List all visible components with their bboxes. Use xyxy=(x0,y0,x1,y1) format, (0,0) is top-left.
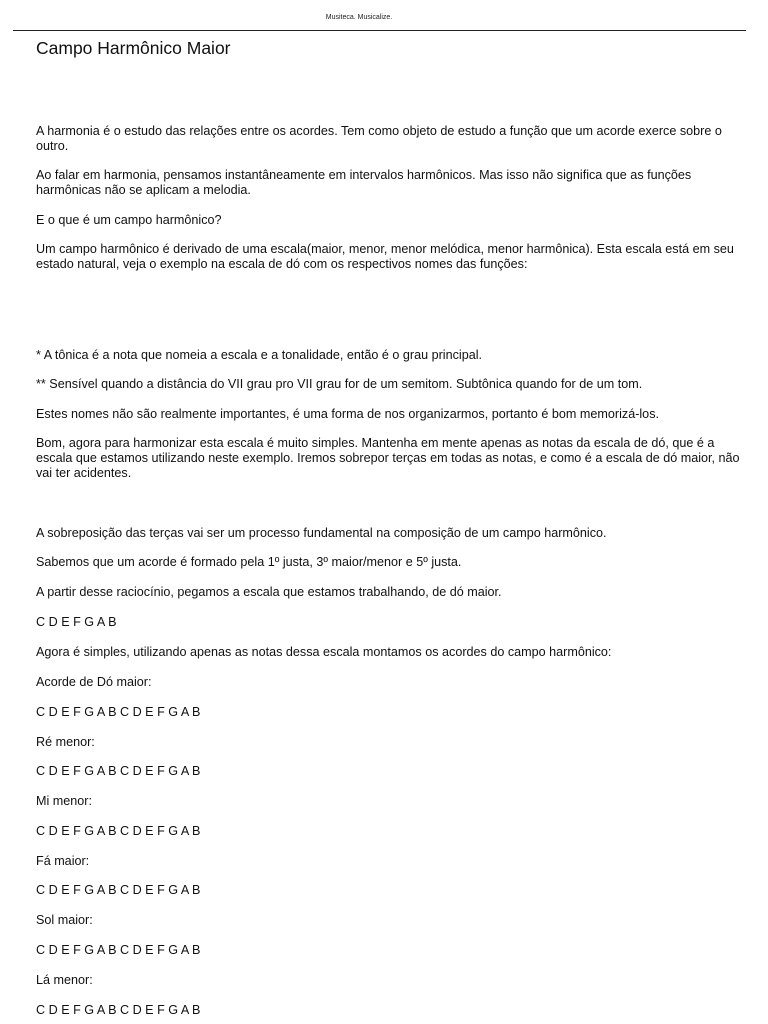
chord-label-mi-menor: Mi menor: xyxy=(36,794,92,808)
page-title: Campo Harmônico Maior xyxy=(36,38,231,58)
chord-label-la-menor: Lá menor: xyxy=(36,973,93,987)
chord-notes-re-menor: C D E F G A B C D E F G A B xyxy=(36,764,201,778)
footnote-leading-tone: ** Sensível quando a distância do VII grau pro VII grau for de um semitom. Subtônica quando for de um tom. xyxy=(36,377,643,391)
paragraph-intro: A harmonia é o estudo das relações entre os acordes. Tem como objeto de estudo a função que um acorde exerce sobre o outro. xyxy=(36,124,722,153)
paragraph-build-chords: Agora é simples, utilizando apenas as notas dessa escala montamos os acordes do campo harmônico: xyxy=(36,645,612,659)
chord-label-do-maior: Acorde de Dó maior: xyxy=(36,675,152,689)
chord-label-sol-maior: Sol maior: xyxy=(36,913,93,927)
paragraph-harmony: Ao falar em harmonia, pensamos instantâneamente em intervalos harmônicos. Mas isso não significa que as funções harmônicas não se aplicam a melodia. xyxy=(36,168,692,197)
paragraph-thirds: A sobreposição das terças vai ser um processo fundamental na composição de um campo harmônico. xyxy=(36,526,607,540)
chord-notes-la-menor: C D E F G A B C D E F G A B xyxy=(36,1003,201,1017)
chord-notes-fa-maior: C D E F G A B C D E F G A B xyxy=(36,883,201,897)
header-divider xyxy=(13,30,746,31)
paragraph-harmonize: Bom, agora para harmonizar esta escala é muito simples. Mantenha em mente apenas as notas da escala de dó, que é a escala que estamos utilizando neste exemplo. Iremos sobrepor terças em todas as notas, e como é a escala de dó maior, não vai ter acidentes. xyxy=(36,436,740,480)
chord-label-re-menor: Ré menor: xyxy=(36,735,95,749)
paragraph-chord-formation: Sabemos que um acorde é formado pela 1º justa, 3º maior/menor e 5º justa. xyxy=(36,555,462,569)
chord-label-fa-maior: Fá maior: xyxy=(36,854,90,868)
paragraph-reasoning: A partir desse raciocínio, pegamos a escala que estamos trabalhando, de dó maior. xyxy=(36,585,502,599)
chord-notes-mi-menor: C D E F G A B C D E F G A B xyxy=(36,824,201,838)
scale-notes: C D E F G A B xyxy=(36,615,117,629)
footnote-tonic: * A tônica é a nota que nomeia a escala e a tonalidade, então é o grau principal. xyxy=(36,348,483,362)
paragraph-definition: Um campo harmônico é derivado de uma escala(maior, menor, menor melódica, menor harmônica). Esta escala está em seu estado natural, veja o exemplo na escala de dó com os respectivos nomes das funções: xyxy=(36,242,734,271)
paragraph-question: E o que é um campo harmônico? xyxy=(36,213,222,227)
chord-notes-do-maior: C D E F G A B C D E F G A B xyxy=(36,705,201,719)
paragraph-names: Estes nomes não são realmente importantes, é uma forma de nos organizarmos, portanto é bom memorizá-los. xyxy=(36,407,659,421)
site-tagline: Musiteca. Musicalize. xyxy=(325,14,393,21)
chord-notes-sol-maior: C D E F G A B C D E F G A B xyxy=(36,943,201,957)
